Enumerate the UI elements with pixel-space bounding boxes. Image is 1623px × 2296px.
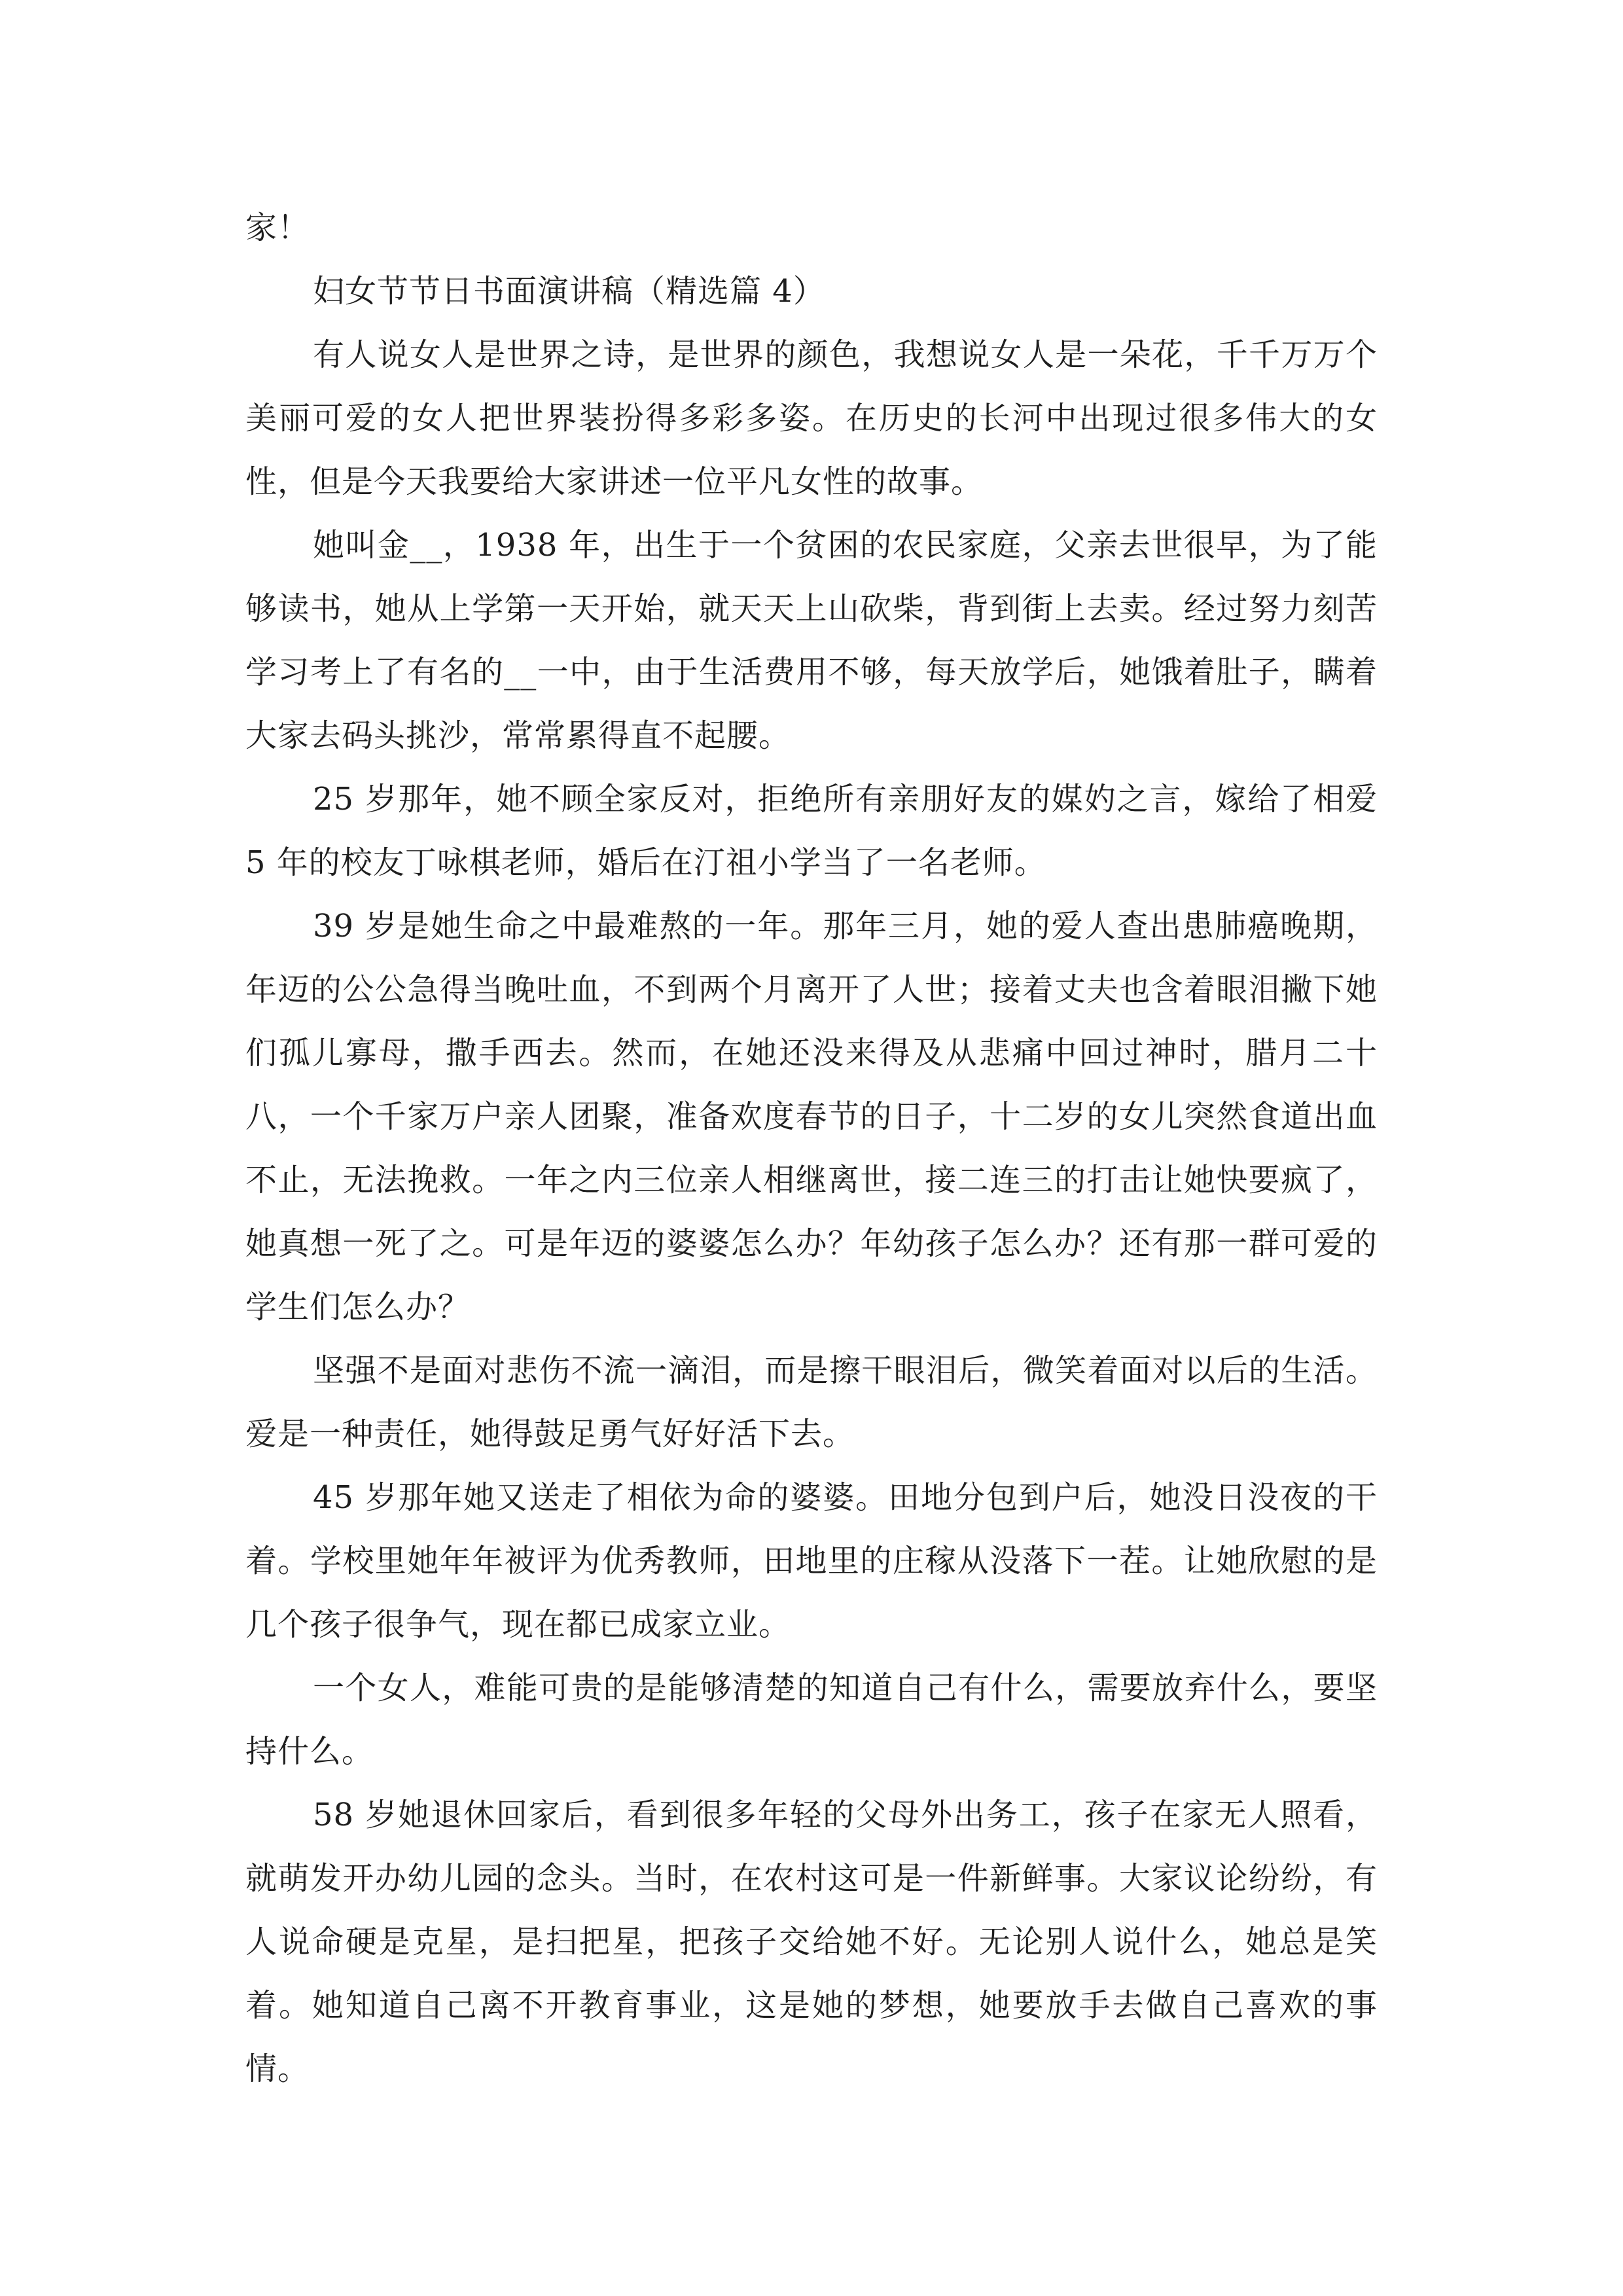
paragraph: 坚强不是面对悲伤不流一滴泪，而是擦干眼泪后，微笑着面对以后的生活。爱是一种责任，她得鼓足勇气好好活下去。 [245, 1352, 1378, 1452]
paragraph: 一个女人，难能可贵的是能够清楚的知道自己有什么，需要放弃什么，要坚持什么。 [245, 1670, 1378, 1770]
paragraph: 有人说女人是世界之诗，是世界的颜色，我想说女人是一朵花，千千万万个美丽可爱的女人把世界装扮得多彩多姿。在历史的长河中出现过很多伟大的女性，但是今天我要给大家讲述一位平凡女性的故事。 [245, 336, 1378, 500]
document-body [245, 196, 1378, 2101]
paragraph: 25 岁那年，她不顾全家反对，拒绝所有亲朋好友的媒妁之言，嫁给了相爱 5 年的校友丁咏棋老师，婚后在汀祖小学当了一名老师。 [245, 781, 1378, 881]
paragraph: 45 岁那年她又送走了相依为命的婆婆。田地分包到户后，她没日没夜的干着。学校里她年年被评为优秀教师，田地里的庄稼从没落下一茬。让她欣慰的是几个孩子很争气，现在都已成家立业。 [245, 1479, 1378, 1643]
paragraph: 39 岁是她生命之中最难熬的一年。那年三月，她的爱人查出患肺癌晚期，年迈的公公急得当晚吐血，不到两个月离开了人世；接着丈夫也含着眼泪撇下她们孤儿寡母，撒手西去。然而，在她还没来得及从悲痛中回过神时，腊月二十八，一个千家万户亲人团聚，准备欢度春节的日子，十二岁的女儿突然食道出血不止，无法挽救。一年之内三位亲人相继离世，接二连三的打击让她快要疯了，她真想一死了之。可是年迈的婆婆怎么办？年幼孩子怎么办？还有那一群可爱的学生们怎么办？ [245, 908, 1378, 1325]
paragraph-continuation: 家！ [245, 209, 310, 246]
paragraph: 58 岁她退休回家后，看到很多年轻的父母外出务工，孩子在家无人照看，就萌发开办幼儿园的念头。当时，在农村这可是一件新鲜事。大家议论纷纷，有人说命硬是克星，是扫把星，把孩子交给她不好。无论别人说什么，她总是笑着。她知道自己离不开教育事业，这是她的梦想，她要放手去做自己喜欢的事情。 [245, 1797, 1378, 2087]
paragraph: 她叫金__，1938 年，出生于一个贫困的农民家庭，父亲去世很早，为了能够读书，她从上学第一天开始，就天天上山砍柴，背到街上去卖。经过努力刻苦学习考上了有名的__一中，由于生活费用不够，每天放学后，她饿着肚子，瞒着大家去码头挑沙，常常累得直不起腰。 [245, 527, 1378, 754]
section-heading: 妇女节节日书面演讲稿（精选篇 4） [313, 273, 825, 310]
